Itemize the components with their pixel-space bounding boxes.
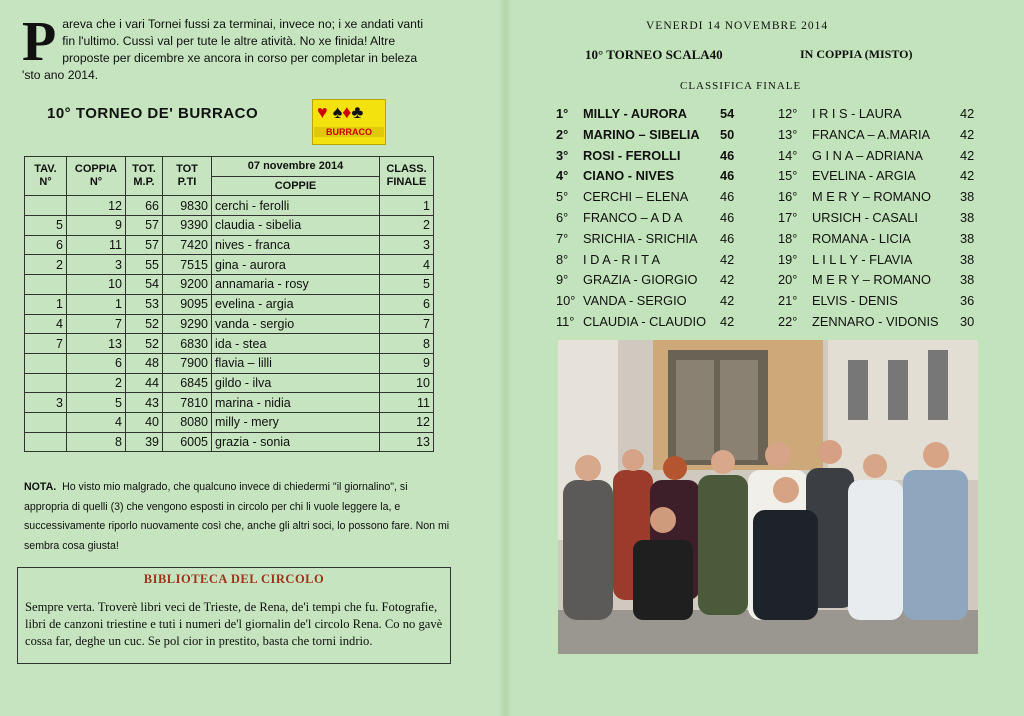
classifica-row [556, 231, 756, 251]
classifica-position: 10° [556, 293, 576, 309]
classifica-couple: I R I S - LAURA [812, 106, 902, 121]
classifica-position: 15° [778, 168, 798, 184]
cell-tot-pti: 6005 [163, 432, 212, 452]
burraco-results-table [24, 156, 434, 452]
classifica-row [556, 293, 756, 313]
classifica-position: 16° [778, 189, 798, 205]
cell-tot-pti: 6830 [163, 334, 212, 354]
header-tot-pti: TOT P.TI [163, 157, 212, 196]
cell-coppia: 12 [67, 196, 126, 216]
cell-coppie: nives - franca [212, 235, 380, 255]
cell-tot-pti: 7810 [163, 393, 212, 413]
cell-coppia: 8 [67, 432, 126, 452]
cell-tot-pti: 6845 [163, 373, 212, 393]
classifica-couple: ROSI - FEROLLI [583, 147, 681, 163]
cell-coppie: marina - nidia [212, 393, 380, 413]
classifica-row [778, 148, 978, 168]
nota-label: NOTA. [24, 481, 57, 493]
classifica-points: 46 [720, 210, 735, 225]
cell-tav: 6 [25, 235, 67, 255]
cell-coppia: 4 [67, 412, 126, 432]
burraco-title: 10° TORNEO DE' BURRACO [47, 105, 259, 122]
classifica-couple: CLAUDIA - CLAUDIO [583, 314, 707, 329]
classifica-row [778, 168, 978, 188]
cell-tav [25, 275, 67, 295]
table-row [25, 196, 434, 216]
classifica-position: 12° [778, 106, 798, 121]
classifica-points: 42 [720, 293, 735, 309]
classifica-row [778, 127, 978, 147]
classifica-points: 42 [960, 168, 975, 184]
cell-tot-pti: 9390 [163, 216, 212, 236]
classifica-couple: G I N A – ADRIANA [812, 147, 923, 163]
page-fold [498, 0, 512, 716]
cell-tot-mp: 66 [126, 196, 163, 216]
cell-tot-mp: 57 [126, 216, 163, 236]
classifica-row [556, 189, 756, 209]
classifica-points: 50 [720, 126, 735, 142]
classifica-position: 5° [556, 189, 569, 205]
classifica-points: 30 [960, 314, 975, 329]
classifica-points: 46 [720, 189, 735, 205]
classifica-couple: MILLY - AURORA [583, 106, 688, 121]
table-row [25, 373, 434, 393]
cell-coppia: 9 [67, 216, 126, 236]
cell-tav: 3 [25, 393, 67, 413]
classifica-couple: FRANCA – A.MARIA [812, 126, 931, 142]
cell-class-finale: 6 [380, 294, 434, 314]
table-row [25, 393, 434, 413]
classifica-row [778, 272, 978, 292]
cell-tot-mp: 39 [126, 432, 163, 452]
biblioteca-text: Sempre verta. Troverè libri veci de Trieste, de Rena, de'i tempi che fu. Fotografie, libri de canzoni triestine e tuti i numeri de'l giornalin de'l circolo Rena. Co no gavè cossa far, deghe un cuc. Se pol cior in prestito, basta che torni indrio. [25, 600, 443, 648]
classifica-couple: ROMANA - LICIA [812, 230, 911, 246]
classifica-row [556, 210, 756, 230]
header-coppie: COPPIE [212, 176, 380, 196]
cell-coppia: 1 [67, 294, 126, 314]
classifica-couple: M E R Y – ROMANO [812, 272, 931, 288]
table-row [25, 314, 434, 334]
classifica-row [556, 168, 756, 188]
cell-tot-pti: 7515 [163, 255, 212, 275]
cell-tot-mp: 54 [126, 275, 163, 295]
classifica-points: 42 [720, 272, 735, 288]
classifica-row [556, 252, 756, 272]
biblioteca-title: BIBLIOTECA DEL CIRCOLO [143, 572, 325, 586]
classifica-points: 42 [960, 126, 975, 142]
classifica-row [778, 252, 978, 272]
burraco-logo-text: BURRACO [314, 127, 384, 137]
table-row [25, 353, 434, 373]
nota-paragraph [24, 478, 454, 556]
classifica-couple: ELVIS - DENIS [812, 293, 898, 309]
cell-tav [25, 432, 67, 452]
header-date: 07 novembre 2014 [212, 157, 380, 177]
cell-coppia: 2 [67, 373, 126, 393]
classifica-points: 46 [720, 147, 735, 163]
burraco-logo [312, 99, 386, 145]
event-date: VENERDI 14 NOVEMBRE 2014 [646, 20, 829, 32]
classifica-position: 19° [778, 251, 798, 267]
classifica-position: 21° [778, 293, 798, 309]
classifica-couple: MARINO – SIBELIA [583, 126, 700, 142]
classifica-position: 17° [778, 210, 798, 225]
classifica-couple: M E R Y – ROMANO [812, 189, 931, 205]
classifica-position: 11° [556, 314, 575, 329]
classifica-position: 2° [556, 126, 569, 142]
classifica-points: 42 [960, 106, 975, 121]
group-photo [558, 340, 978, 654]
classifica-position: 1° [556, 106, 569, 121]
table-row [25, 235, 434, 255]
classifica-row [778, 314, 978, 334]
scala40-title: 10° TORNEO SCALA40 [585, 47, 723, 62]
classifica-position: 18° [778, 230, 798, 246]
cell-tav: 2 [25, 255, 67, 275]
cell-class-finale: 9 [380, 353, 434, 373]
classifica-row [778, 189, 978, 209]
cell-class-finale: 3 [380, 235, 434, 255]
cell-tot-mp: 52 [126, 334, 163, 354]
cell-class-finale: 2 [380, 216, 434, 236]
cell-tot-pti: 8080 [163, 412, 212, 432]
cell-coppie: ida - stea [212, 334, 380, 354]
classifica-position: 20° [778, 272, 798, 288]
cell-tot-mp: 43 [126, 393, 163, 413]
table-row [25, 334, 434, 354]
classifica-position: 4° [556, 168, 569, 184]
classifica-couple: ZENNARO - VIDONIS [812, 314, 939, 329]
cell-tav: 7 [25, 334, 67, 354]
classifica-row [778, 231, 978, 251]
cell-tav [25, 412, 67, 432]
classifica-points: 36 [960, 293, 975, 309]
classifica-position: 9° [556, 272, 569, 288]
cell-tav: 1 [25, 294, 67, 314]
cell-class-finale: 1 [380, 196, 434, 216]
cell-coppie: grazia - sonia [212, 432, 380, 452]
classifica-points: 42 [720, 251, 735, 267]
header-tot-mp: TOT. M.P. [126, 157, 163, 196]
cell-tot-pti: 9200 [163, 275, 212, 295]
cell-coppie: milly - mery [212, 412, 380, 432]
cell-class-finale: 11 [380, 393, 434, 413]
classifica-position: 13° [778, 126, 798, 142]
cell-coppie: claudia - sibelia [212, 216, 380, 236]
classifica-points: 38 [960, 210, 975, 225]
classifica-position: 8° [556, 251, 569, 267]
classifica-row [556, 106, 756, 126]
cell-tot-pti: 7900 [163, 353, 212, 373]
classifica-position: 6° [556, 210, 569, 225]
cell-tot-pti: 9830 [163, 196, 212, 216]
cell-coppia: 11 [67, 235, 126, 255]
table-row [25, 275, 434, 295]
classifica-couple: VANDA - SERGIO [583, 293, 687, 309]
cell-tot-mp: 48 [126, 353, 163, 373]
classifica-couple: I D A - R I T A [583, 251, 661, 267]
biblioteca-box [17, 567, 451, 664]
nota-text: Ho visto mio malgrado, che qualcuno invece di chiedermi "il giornalino", si appropria di quelli (3) che vengono esposti in circolo per chi li vuole leggere la, e successivamente riporlo nuovamente così che, anche gli altri soci, lo possono fare. Non mi sembra cosa giusta! [24, 481, 450, 552]
classifica-points: 46 [720, 168, 735, 184]
classifica-points: 38 [960, 189, 975, 205]
table-row [25, 255, 434, 275]
cell-coppie: annamaria - rosy [212, 275, 380, 295]
classifica-points: 46 [720, 230, 735, 246]
intro-dropcap: P [22, 11, 57, 73]
classifica-position: 3° [556, 147, 569, 163]
cell-tot-mp: 55 [126, 255, 163, 275]
cell-class-finale: 10 [380, 373, 434, 393]
cell-coppie: evelina - argia [212, 294, 380, 314]
cell-tot-mp: 40 [126, 412, 163, 432]
cell-coppia: 6 [67, 353, 126, 373]
cell-tot-pti: 9290 [163, 314, 212, 334]
cell-tav: 5 [25, 216, 67, 236]
cell-tot-mp: 57 [126, 235, 163, 255]
table-row [25, 216, 434, 236]
cell-coppie: gina - aurora [212, 255, 380, 275]
cell-coppie: gildo - ilva [212, 373, 380, 393]
intro-paragraph [22, 11, 436, 84]
cell-tav: 4 [25, 314, 67, 334]
classifica-couple: FRANCO – A D A [583, 210, 683, 225]
cell-coppie: flavia – lilli [212, 353, 380, 373]
table-row [25, 412, 434, 432]
cell-tot-mp: 53 [126, 294, 163, 314]
classifica-points: 38 [960, 272, 975, 288]
cell-tot-mp: 44 [126, 373, 163, 393]
table-header-row [25, 157, 434, 177]
cell-tav [25, 196, 67, 216]
cell-coppia: 10 [67, 275, 126, 295]
cell-tot-pti: 7420 [163, 235, 212, 255]
classifica-position: 22° [778, 314, 798, 329]
classifica-couple: CERCHI – ELENA [583, 189, 689, 205]
classifica-position: 14° [778, 147, 798, 163]
cell-class-finale: 4 [380, 255, 434, 275]
cell-coppia: 5 [67, 393, 126, 413]
classifica-heading: CLASSIFICA FINALE [680, 80, 802, 92]
cell-tot-mp: 52 [126, 314, 163, 334]
classifica-points: 42 [720, 314, 735, 329]
classifica-points: 38 [960, 251, 975, 267]
classifica-points: 42 [960, 147, 975, 163]
table-row [25, 432, 434, 452]
table-row [25, 294, 434, 314]
intro-text: areva che i vari Tornei fussi za terminai, invece no; i xe andati vanti fin l'ultimo. Cussì val per tute le altre atività. No xe finida! Altre proposte per dicembre xe ancora in corso per completar in beleza 'sto ano 2014. [22, 17, 424, 82]
classifica-couple: EVELINA - ARGIA [812, 168, 916, 184]
classifica-row [556, 272, 756, 292]
cell-coppia: 3 [67, 255, 126, 275]
cell-tot-pti: 9095 [163, 294, 212, 314]
classifica-row [778, 106, 978, 126]
classifica-couple: CIANO - NIVES [583, 168, 675, 184]
cell-coppie: cerchi - ferolli [212, 196, 380, 216]
cell-coppie: vanda - sergio [212, 314, 380, 334]
classifica-position: 7° [556, 230, 569, 246]
cell-class-finale: 12 [380, 412, 434, 432]
classifica-row [778, 293, 978, 313]
classifica-row [556, 314, 756, 334]
cell-coppia: 7 [67, 314, 126, 334]
header-class-finale: CLASS. FINALE [380, 157, 434, 196]
classifica-points: 54 [720, 106, 735, 121]
classifica-row [556, 148, 756, 168]
classifica-couple: GRAZIA - GIORGIO [583, 272, 698, 288]
coppia-misto-label: IN COPPIA (MISTO) [800, 47, 913, 61]
cell-tav [25, 353, 67, 373]
card-suits-icon: ♥ ♠♦♣ [317, 102, 364, 122]
header-tav: TAV. N° [25, 157, 67, 196]
header-coppia: COPPIA N° [67, 157, 126, 196]
classifica-row [778, 210, 978, 230]
classifica-row [556, 127, 756, 147]
cell-class-finale: 13 [380, 432, 434, 452]
cell-coppia: 13 [67, 334, 126, 354]
classifica-couple: URSICH - CASALI [812, 210, 918, 225]
cell-tav [25, 373, 67, 393]
cell-class-finale: 5 [380, 275, 434, 295]
cell-class-finale: 8 [380, 334, 434, 354]
classifica-points: 38 [960, 230, 975, 246]
group-photo-image [558, 340, 978, 654]
classifica-couple: L I L L Y - FLAVIA [812, 251, 913, 267]
classifica-couple: SRICHIA - SRICHIA [583, 230, 698, 246]
cell-class-finale: 7 [380, 314, 434, 334]
